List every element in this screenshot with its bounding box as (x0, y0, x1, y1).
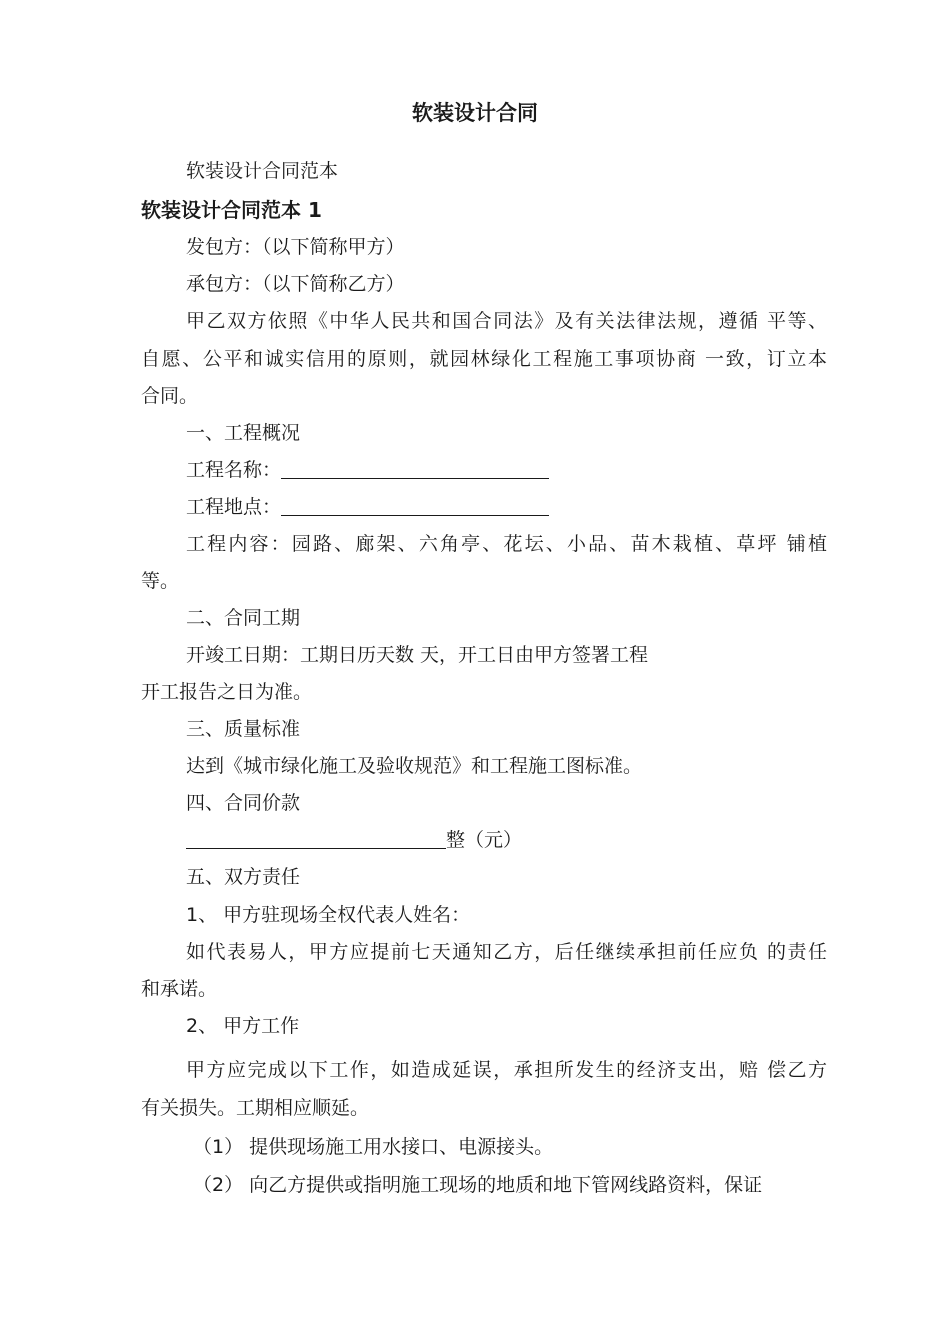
quality-line: 达到《城市绿化施工及验收规范》和工程施工图标准。 (186, 755, 643, 777)
project-content-line: 工程内容：园路、廊架、六角亭、花坛、小品、苗木栽植、草坪 铺植 (186, 533, 827, 555)
responsibility-1-heading: 1、 甲方驻现场全权代表人姓名： (186, 904, 471, 926)
responsibility-2-line: 甲方应完成以下工作，如造成延误，承担所发生的经济支出，赔 偿乙方 (186, 1059, 827, 1081)
project-content-line: 等。 (141, 570, 180, 592)
project-name-label: 工程名称： (186, 459, 282, 481)
section-1-heading: 一、工程概况 (186, 422, 301, 444)
list-item: （2） 向乙方提供或指明施工现场的地质和地下管网线路资料，保证 (193, 1174, 763, 1196)
intro-line: 自愿、公平和诚实信用的原则，就园林绿化工程施工事项协商 一致，订立本 (141, 348, 827, 370)
project-site-blank (281, 497, 549, 516)
list-item: （1） 提供现场施工用水接口、电源接头。 (193, 1136, 554, 1158)
section-5-heading: 五、双方责任 (186, 866, 301, 888)
section-heading: 软装设计合同范本 1 (141, 198, 322, 222)
price-line (186, 827, 522, 853)
price-suffix: 整（元） (446, 829, 523, 851)
intro-line: 合同。 (141, 385, 199, 407)
responsibility-1-line: 如代表易人，甲方应提前七天通知乙方，后任继续承担前任应负 的责任 (186, 941, 827, 963)
responsibility-2-line: 有关损失。工期相应顺延。 (141, 1097, 370, 1119)
responsibility-2-heading: 2、 甲方工作 (186, 1015, 300, 1037)
responsibility-1-line: 和承诺。 (141, 978, 218, 1000)
party-a-line: 发包方：（以下简称甲方） (186, 236, 405, 258)
subtitle: 软装设计合同范本 (186, 160, 339, 182)
section-4-heading: 四、合同价款 (186, 792, 301, 814)
period-line: 开竣工日期：工期日历天数 天，开工日由甲方签署工程 (186, 644, 649, 666)
party-b-line: 承包方：（以下简称乙方） (186, 273, 405, 295)
project-name-blank (281, 460, 549, 479)
project-site-line (186, 494, 549, 520)
intro-line: 甲乙双方依照《中华人民共和国合同法》及有关法律法规，遵循 平等、 (186, 310, 827, 332)
section-3-heading: 三、质量标准 (186, 718, 301, 740)
project-site-label: 工程地点： (186, 496, 282, 518)
price-blank (186, 830, 446, 849)
period-line: 开工报告之日为准。 (141, 681, 313, 703)
document-title: 软装设计合同 (412, 101, 538, 125)
project-name-line (186, 457, 549, 483)
section-2-heading: 二、合同工期 (186, 607, 301, 629)
